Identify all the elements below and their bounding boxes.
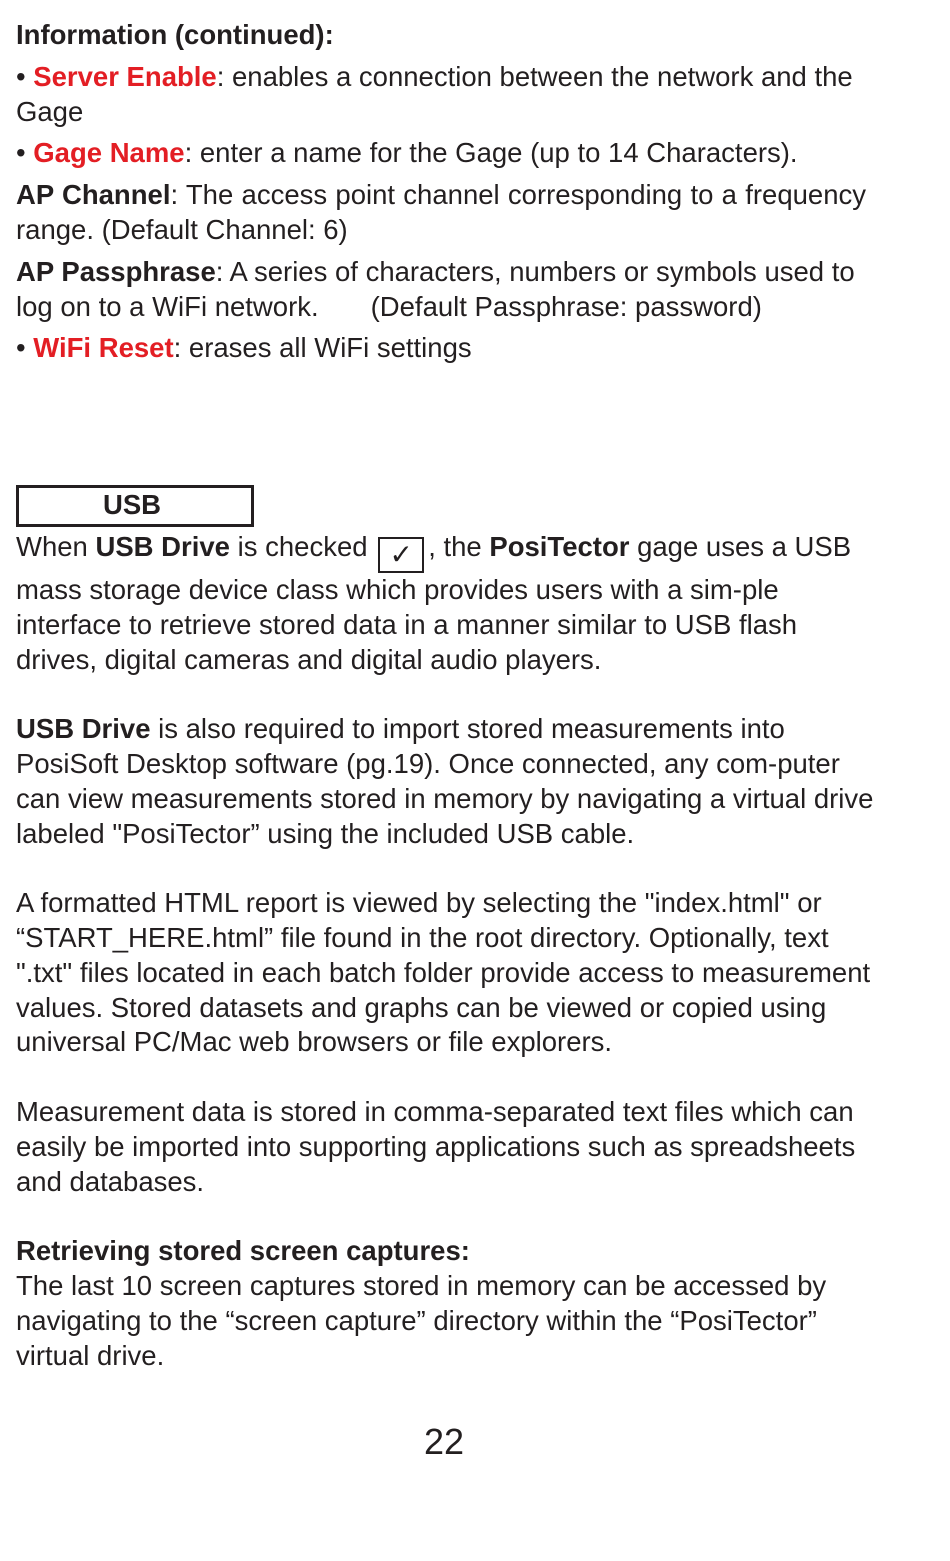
wifi-reset-text: : erases all WiFi settings xyxy=(173,332,472,364)
gage-name-term: Gage Name xyxy=(33,137,185,169)
usb-paragraph-2 xyxy=(16,712,876,851)
usb-p1-text-f: gage uses a USB mass storage device class which provides users with a sim-ple interface to retrieve stored data in a manner similar to USB flash drives, digital cameras and digital audio players. xyxy=(16,531,852,675)
usb-p1-text-d: , the xyxy=(428,531,490,562)
ap-channel-term: AP Channel xyxy=(16,179,171,211)
info-heading: Information (continued): xyxy=(16,19,334,50)
ap-channel-item xyxy=(16,178,866,248)
usb-drive-term: USB Drive xyxy=(16,713,151,745)
usb-section-label-box xyxy=(16,485,254,527)
server-enable-item xyxy=(16,60,866,130)
ap-passphrase-item xyxy=(16,255,866,325)
bullet: • xyxy=(16,332,34,364)
server-enable-text: : enables a connection between the network and the Gage xyxy=(16,60,853,127)
positector-term: PosiTector xyxy=(489,531,630,562)
usb-section-label: USB xyxy=(102,489,162,520)
usb-paragraph-1 xyxy=(16,530,876,677)
server-enable-term: Server Enable xyxy=(33,60,217,92)
ap-passphrase-default: (Default Passphrase: password) xyxy=(370,290,762,322)
usb-drive-term: USB Drive xyxy=(95,531,230,562)
bullet: • xyxy=(16,137,34,169)
usb-p1-text-a: When xyxy=(16,531,96,562)
screen-captures-paragraph: The last 10 screen captures stored in memory can be accessed by navigating to the “screen capture” directory within the “PosiTector” virtual drive. xyxy=(16,1269,827,1371)
ap-passphrase-term: AP Passphrase xyxy=(16,255,216,287)
checked-checkbox-icon: ✓ xyxy=(378,537,424,573)
wifi-reset-term: WiFi Reset xyxy=(33,332,174,364)
gage-name-text: : enter a name for the Gage (up to 14 Characters). xyxy=(184,137,798,169)
usb-section xyxy=(16,530,876,1373)
usb-p1-text-c: is checked xyxy=(229,531,376,562)
gage-name-item xyxy=(16,136,866,171)
info-section xyxy=(16,18,866,366)
usb-p2-text: is also required to import stored measurements into PosiSoft Desktop software (pg.19). Once connected, any com-puter can view measurements stored in memory by navigating a virtual drive labeled "PosiTector” using the included USB cable. xyxy=(16,713,874,849)
ap-passphrase-text: : A series of characters, numbers or symbols used to log on to a WiFi network. xyxy=(16,255,855,322)
bullet: • xyxy=(16,60,34,92)
screen-captures-heading: Retrieving stored screen captures: xyxy=(16,1235,470,1267)
page-number: 22 xyxy=(423,1421,465,1462)
usb-paragraph-3: A formatted HTML report is viewed by selecting the "index.html" or “START_HERE.html” file found in the root directory. Optionally, text ".txt" files located in each batch folder provide access to measurement values. Stored datasets and graphs can be viewed or copied using universal PC/Mac web browsers or file explorers. xyxy=(16,887,871,1058)
usb-paragraph-4: Measurement data is stored in comma-separated text files which can easily be imported into supporting applications such as spreadsheets and databases. xyxy=(16,1095,856,1197)
wifi-reset-item xyxy=(16,331,866,366)
ap-channel-text: : The access point channel corresponding to a frequency range. (Default Channel: 6) xyxy=(16,179,867,245)
